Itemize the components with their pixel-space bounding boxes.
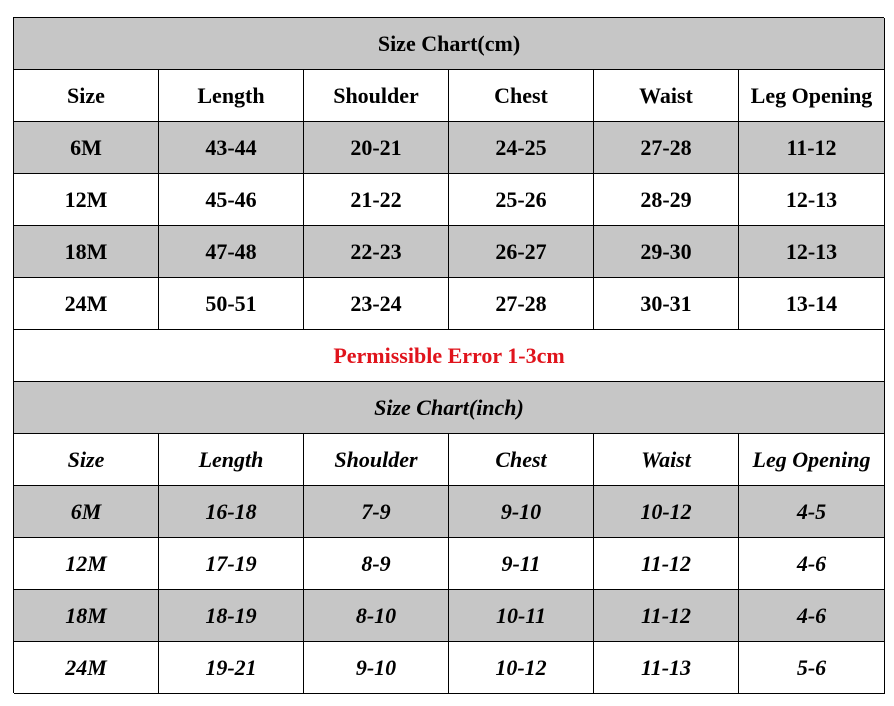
- table-cell: 22-23: [304, 226, 449, 278]
- inch-header-row: [14, 434, 884, 486]
- table-cell: 19-21: [159, 642, 304, 694]
- table-cell: 25-26: [449, 174, 594, 226]
- cm-header-shoulder: Shoulder: [304, 70, 449, 122]
- table-cell: 45-46: [159, 174, 304, 226]
- cm-header-waist: Waist: [594, 70, 739, 122]
- cm-header-chest: Chest: [449, 70, 594, 122]
- cm-table-row: [14, 278, 884, 330]
- table-cell: 12-13: [739, 226, 885, 278]
- table-cell: 9-11: [449, 538, 594, 590]
- table-cell: 4-5: [739, 486, 885, 538]
- table-cell: 16-18: [159, 486, 304, 538]
- note-row: [14, 330, 884, 382]
- inch-table-row: [14, 642, 884, 694]
- table-cell: 17-19: [159, 538, 304, 590]
- table-cell: 30-31: [594, 278, 739, 330]
- table-cell: 6M: [14, 122, 159, 174]
- cm-header-row: [14, 70, 884, 122]
- table-cell: 43-44: [159, 122, 304, 174]
- table-cell: 27-28: [449, 278, 594, 330]
- permissible-error-note: Permissible Error 1-3cm: [14, 330, 885, 382]
- table-cell: 9-10: [304, 642, 449, 694]
- table-cell: 26-27: [449, 226, 594, 278]
- table-cell: 11-12: [594, 590, 739, 642]
- inch-table-title: Size Chart(inch): [14, 382, 885, 434]
- table-cell: 7-9: [304, 486, 449, 538]
- table-cell: 11-12: [594, 538, 739, 590]
- table-cell: 6M: [14, 486, 159, 538]
- table-cell: 11-13: [594, 642, 739, 694]
- table-cell: 12M: [14, 174, 159, 226]
- table-cell: 12-13: [739, 174, 885, 226]
- inch-header-leg-opening: Leg Opening: [739, 434, 885, 486]
- inch-header-length: Length: [159, 434, 304, 486]
- table-cell: 18-19: [159, 590, 304, 642]
- table-cell: 24M: [14, 642, 159, 694]
- table-cell: 24M: [14, 278, 159, 330]
- size-chart-frame: [13, 17, 884, 693]
- inch-header-chest: Chest: [449, 434, 594, 486]
- inch-table-row: [14, 590, 884, 642]
- cm-title-row: [14, 18, 884, 70]
- cm-header-size: Size: [14, 70, 159, 122]
- table-cell: 12M: [14, 538, 159, 590]
- inch-header-size: Size: [14, 434, 159, 486]
- cm-table-row: [14, 122, 884, 174]
- table-cell: 47-48: [159, 226, 304, 278]
- table-cell: 29-30: [594, 226, 739, 278]
- table-cell: 20-21: [304, 122, 449, 174]
- table-cell: 5-6: [739, 642, 885, 694]
- inch-table-row: [14, 486, 884, 538]
- cm-header-leg-opening: Leg Opening: [739, 70, 885, 122]
- table-cell: 8-9: [304, 538, 449, 590]
- table-cell: 4-6: [739, 538, 885, 590]
- inch-header-shoulder: Shoulder: [304, 434, 449, 486]
- cm-table-title: Size Chart(cm): [14, 18, 885, 70]
- table-cell: 27-28: [594, 122, 739, 174]
- table-cell: 21-22: [304, 174, 449, 226]
- table-cell: 11-12: [739, 122, 885, 174]
- inch-table-row: [14, 538, 884, 590]
- table-cell: 18M: [14, 590, 159, 642]
- table-cell: 9-10: [449, 486, 594, 538]
- table-cell: 10-12: [594, 486, 739, 538]
- table-cell: 23-24: [304, 278, 449, 330]
- inch-title-row: [14, 382, 884, 434]
- table-cell: 13-14: [739, 278, 885, 330]
- cm-header-length: Length: [159, 70, 304, 122]
- inch-header-waist: Waist: [594, 434, 739, 486]
- table-cell: 8-10: [304, 590, 449, 642]
- table-cell: 18M: [14, 226, 159, 278]
- cm-table-row: [14, 226, 884, 278]
- table-cell: 50-51: [159, 278, 304, 330]
- table-cell: 4-6: [739, 590, 885, 642]
- table-cell: 28-29: [594, 174, 739, 226]
- table-cell: 24-25: [449, 122, 594, 174]
- table-cell: 10-12: [449, 642, 594, 694]
- cm-table-row: [14, 174, 884, 226]
- table-cell: 10-11: [449, 590, 594, 642]
